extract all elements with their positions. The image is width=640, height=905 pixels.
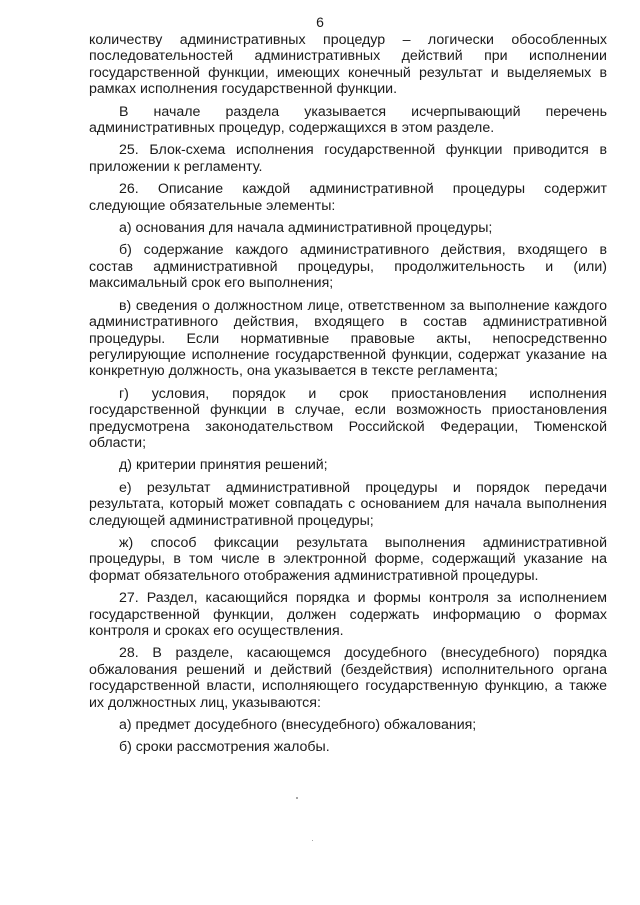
list-item: б) сроки рассмотрения жалобы. xyxy=(119,739,330,756)
paragraph: В начале раздела указывается исчерпывающий перечень административных процедур, содержащихся в этом разделе. xyxy=(89,103,607,137)
list-item: ж) способ фиксации результата выполнения административной процедуры, в том числе в электронной форме, содержащий указание на формат обязательного отображения административной процедуры. xyxy=(89,534,607,584)
list-item: г) условия, порядок и срок приостановления исполнения государственной функции в случае, если возможность приостановления предусмотрена законодательством Российской Федерации, Тюменской области; xyxy=(89,385,607,451)
paragraph: 27. Раздел, касающийся порядка и формы контроля за исполнением государственной функции, должен содержать информацию о формах контроля и сроках его осуществления. xyxy=(89,590,607,639)
paragraph: 25. Блок-схема исполнения государственной функции приводится в приложении к регламенту. xyxy=(89,142,607,175)
page-number: 6 xyxy=(316,14,324,30)
scan-speck xyxy=(296,797,298,799)
document-body xyxy=(89,32,607,762)
list-item: а) предмет досудебного (внесудебного) обжалования; xyxy=(119,717,477,734)
paragraph: 28. В разделе, касающемся досудебного (внесудебного) порядка обжалования решений и действий (бездействия) исполнительного органа государственной власти, исполняющего государственную функцию, а также их должностных лиц, указываются: xyxy=(89,645,607,711)
list-item: а) основания для начала административной процедуры; xyxy=(119,220,493,237)
list-item: б) содержание каждого административного действия, входящего в состав административной процедуры, продолжительность и (или) максимальный срок его выполнения; xyxy=(89,242,607,292)
paragraph: количеству административных процедур – логически обособленных последовательностей административных действий при исполнении государственной функции, имеющих конечный результат и выделяемых в рамках исполнения государственной функции. xyxy=(89,32,607,98)
list-item: е) результат административной процедуры и порядок передачи результата, который может совпадать с основанием для начала выполнения следующей административной процедуры; xyxy=(89,479,607,529)
list-item: д) критерии принятия решений; xyxy=(119,457,328,474)
list-item: в) сведения о должностном лице, ответственном за выполнение каждого административного действия, входящего в состав административной процедуры. Если нормативные правовые акты, непосредственно регулирующие исполнение государственной функции, содержат указание на конкретную должность, она указывается в тексте регламента; xyxy=(89,297,607,380)
scan-speck xyxy=(312,840,313,841)
paragraph: 26. Описание каждой административной процедуры содержит следующие обязательные элементы: xyxy=(89,181,607,214)
